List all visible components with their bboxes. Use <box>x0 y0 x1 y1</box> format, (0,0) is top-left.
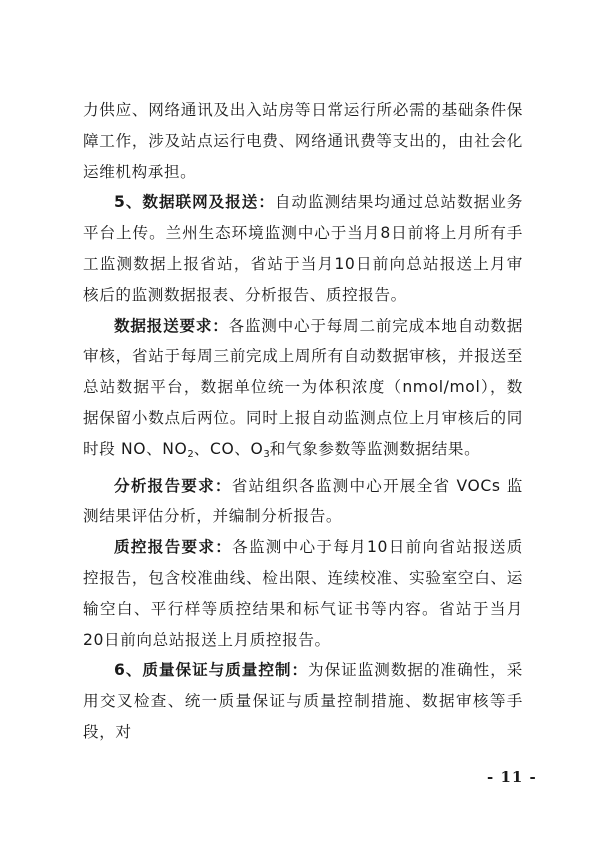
paragraph-text: 省站组织各监测中心开展全省 VOCs 监测结果评估分析，并编制分析报告。 <box>83 476 524 526</box>
page-number: - 11 - <box>487 768 537 786</box>
paragraph-heading: 数据报送要求： <box>114 316 229 335</box>
paragraph-text: 、CO、O <box>193 439 264 458</box>
body-text <box>83 95 523 748</box>
paragraph-data-networking <box>83 187 523 310</box>
paragraph-heading: 质控报告要求： <box>114 538 233 557</box>
paragraph-analysis-report-requirements <box>83 471 523 533</box>
subscript: 2 <box>187 448 194 460</box>
section-heading: 6、质量保证与质量控制： <box>114 661 309 680</box>
paragraph-text: 和气象参数等监测数据结果。 <box>269 439 481 458</box>
paragraph-text: 各监测中心于每周二前完成本地自动数据审核，省站于每周三前完成上周所有自动数据审核，并报送至总站数据平台，数据单位统一为体积浓度（nmol/mol），数据保留小数点后两位。同时上报自动监测点位上月审核后的同时段 NO、NO <box>83 316 523 458</box>
paragraph-data-reporting-requirements <box>83 311 523 471</box>
section-heading: 5、数据联网及报送： <box>114 193 275 212</box>
paragraph-heading: 分析报告要求： <box>114 476 232 495</box>
paragraph-quality-assurance <box>83 655 523 747</box>
paragraph-qc-report-requirements <box>83 532 523 655</box>
paragraph-continuation <box>83 95 523 187</box>
paragraph-text: 自动监测结果均通过总站数据业务平台上传。兰州生态环境监测中心于当月8日前将上月所有手工监测数据上报省站，省站于当月10日前向总站报送上月审核后的监测数据报表、分析报告、质控报告。 <box>83 193 523 304</box>
paragraph-text: 各监测中心于每月10日前向省站报送质控报告，包含校准曲线、检出限、连续校准、实验室空白、运输空白、平行样等质控结果和标气证书等内容。省站于当月20日前向总站报送上月质控报告。 <box>83 538 523 649</box>
paragraph-text: 力供应、网络通讯及出入站房等日常运行所必需的基础条件保障工作，涉及站点运行电费、网络通讯费等支出的，由社会化运维机构承担。 <box>83 101 523 181</box>
paragraph-text: 为保证监测数据的准确性，采用交叉检查、统一质量保证与质量控制措施、数据审核等手段，对 <box>83 661 523 741</box>
subscript: 3 <box>263 448 270 460</box>
